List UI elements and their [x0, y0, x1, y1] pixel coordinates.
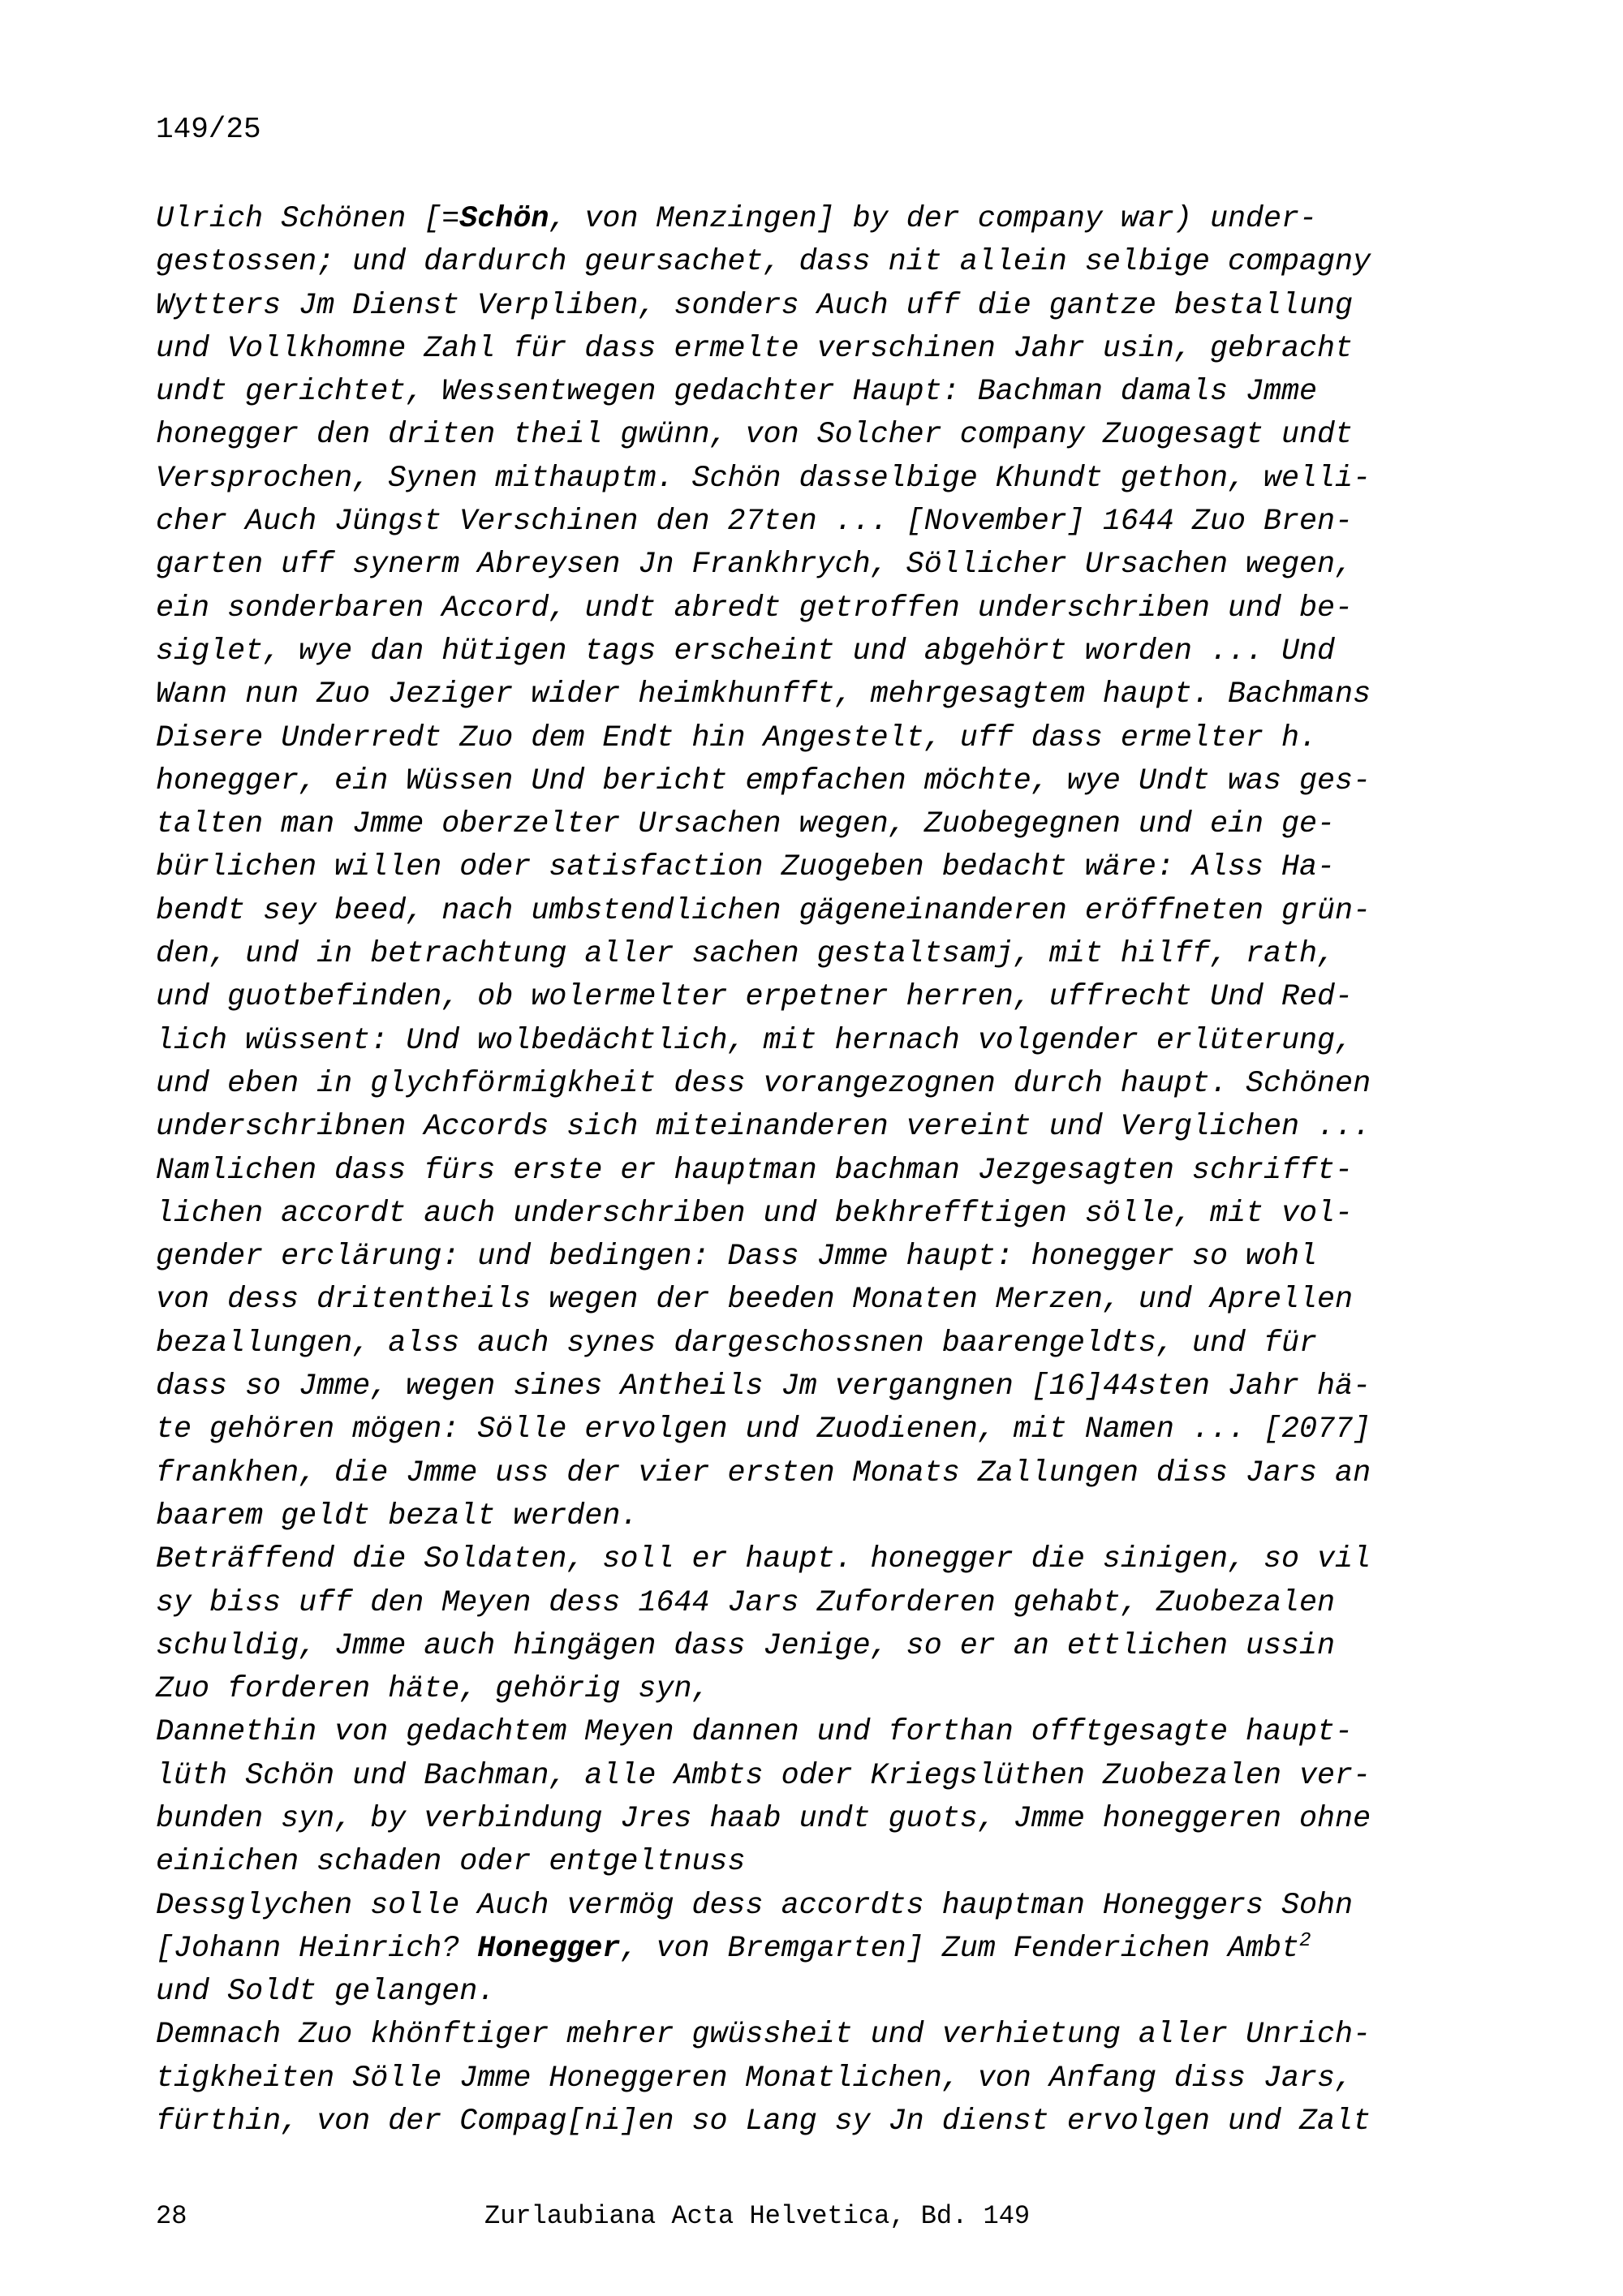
text-line: baarem geldt bezalt werden. — [156, 1498, 639, 1533]
footnote-marker: 2 — [1299, 1929, 1311, 1952]
text-line: Dannethin von gedachtem Meyen dannen und forthan offtgesagte haupt- — [156, 1715, 1354, 1750]
text-line: und Soldt gelangen. — [156, 1975, 496, 2010]
text-line: bürlichen willen oder satisfaction Zuogeben bedacht wäre: Alss Ha- — [156, 850, 1336, 885]
text-line: tigkheiten Sölle Jmme Honeggeren Monatlichen, von Anfang diss Jars, — [156, 2061, 1354, 2096]
text-line: cher Auch Jüngst Verschinen den 27ten ... [November] 1644 Zuo Bren- — [156, 505, 1354, 540]
text-line: garten uff synerm Abreysen Jn Frankhrych, Söllicher Ursachen wegen, — [156, 548, 1354, 583]
text-line: den, und in betrachtung aller sachen gestaltsamj, mit hilff, rath, — [156, 937, 1336, 972]
text-line: Namlichen dass fürs erste er hauptman bachman Jezgesagten schrifft- — [156, 1153, 1354, 1188]
text-line: te gehören mögen: Sölle ervolgen und Zuodienen, mit Namen ... [2077] — [156, 1412, 1371, 1447]
text-line: Disere Underredt Zuo dem Endt hin Angestelt, uff dass ermelter h. — [156, 720, 1318, 755]
text-line: frankhen, die Jmme uss der vier ersten Monats Zallungen diss Jars an — [156, 1455, 1371, 1490]
text-line: Zuo forderen häte, gehörig syn, — [156, 1672, 710, 1707]
text-line: dass so Jmme, wegen sines Antheils Jm vergangnen [16]44sten Jahr hä- — [156, 1369, 1371, 1404]
text-line: Wann nun Zuo Jeziger wider heimkhunfft, mehrgesagtem haupt. Bachmans — [156, 677, 1371, 712]
text-line: lich wüssent: Und wolbedächtlich, mit hernach volgender erlüterung, — [156, 1023, 1354, 1058]
text-line: lüth Schön und Bachman, alle Ambts oder Kriegslüthen Zuobezalen ver- — [156, 1758, 1371, 1793]
text-line: und guotbefinden, ob wolermelter erpetner herren, uffrecht Und Red- — [156, 980, 1354, 1015]
text-line: undt gerichtet, Wessentwegen gedachter Haupt: Bachman damals Jmme — [156, 375, 1318, 410]
text-line: lichen accordt auch underschriben und bekhrefftigen sölle, mit vol- — [156, 1196, 1354, 1231]
text-line: gestossen; und dardurch geursachet, dass nit allein selbige compagny — [156, 245, 1371, 280]
text-line: honegger, ein Wüssen Und bericht empfachen möchte, wye Undt was ges- — [156, 763, 1371, 798]
text-line: gender erclärung: und bedingen: Dass Jmme haupt: honegger so wohl — [156, 1240, 1318, 1275]
text-line: bendt sey beed, nach umbstendlichen gägeneinanderen eröffneten grün- — [156, 893, 1371, 928]
text-line: von dess dritentheils wegen der beeden Monaten Merzen, und Aprellen — [156, 1283, 1354, 1318]
text-line: sy biss uff den Meyen dess 1644 Jars Zuforderen gehabt, Zuobezalen — [156, 1585, 1336, 1620]
text-line: fürthin, von der Compag[ni]en so Lang sy Jn dienst ervolgen und Zalt — [156, 2105, 1371, 2139]
text-line: Ulrich Schönen [=Schön, von Menzingen] by der company war) under- — [156, 202, 1318, 236]
text-line: schuldig, Jmme auch hingägen dass Jenige, so er an ettlichen ussin — [156, 1628, 1336, 1663]
text-line: underschribnen Accords sich miteinanderen vereint und Verglichen ... — [156, 1110, 1371, 1145]
footer-page-number: 28 — [156, 2201, 187, 2231]
text-line: [Johann Heinrich? Honegger, von Bremgarten] Zum Fenderichen Ambt$^2$ — [156, 1929, 1311, 1966]
text-line: einichen schaden oder entgeltnuss — [156, 1845, 746, 1880]
text-line: honegger den driten theil gwünn, von Solcher company Zuogesagt undt — [156, 418, 1354, 453]
text-line: Demnach Zuo khönftiger mehrer gwüssheit und verhietung aller Unrich- — [156, 2018, 1371, 2053]
text-line: Wytters Jm Dienst Verpliben, sonders Auch uff die gantze bestallung — [156, 288, 1354, 323]
text-line: und Vollkhomne Zahl für dass ermelte verschinen Jahr usin, gebracht — [156, 331, 1354, 366]
text-line: und eben in glychförmigkheit dess vorangezognen durch haupt. Schönen — [156, 1066, 1371, 1101]
body-text — [156, 198, 1552, 2143]
text-line: Dessglychen solle Auch vermög dess accordts hauptman Honeggers Sohn — [156, 1888, 1354, 1923]
footer-title: Zurlaubiana Acta Helvetica, Bd. 149 — [484, 2201, 1031, 2231]
text-line: Beträffend die Soldaten, soll er haupt. honegger die sinigen, so vil — [156, 1542, 1371, 1577]
text-line: talten man Jmme oberzelter Ursachen wegen, Zuobegegnen und ein ge- — [156, 807, 1336, 842]
text-line: Versprochen, Synen mithauptm. Schön dasselbige Khundt gethon, welli- — [156, 461, 1371, 496]
text-line: ein sonderbaren Accord, undt abredt getroffen underschriben und be- — [156, 591, 1354, 626]
page-number: 149/25 — [156, 113, 261, 146]
text-line: siglet, wye dan hütigen tags erscheint und abgehört worden ... Und — [156, 634, 1336, 669]
text-line: bezallungen, alss auch synes dargeschossnen baarengeldts, und für — [156, 1326, 1318, 1361]
text-line: bunden syn, by verbindung Jres haab undt guots, Jmme honeggeren ohne — [156, 1801, 1371, 1836]
